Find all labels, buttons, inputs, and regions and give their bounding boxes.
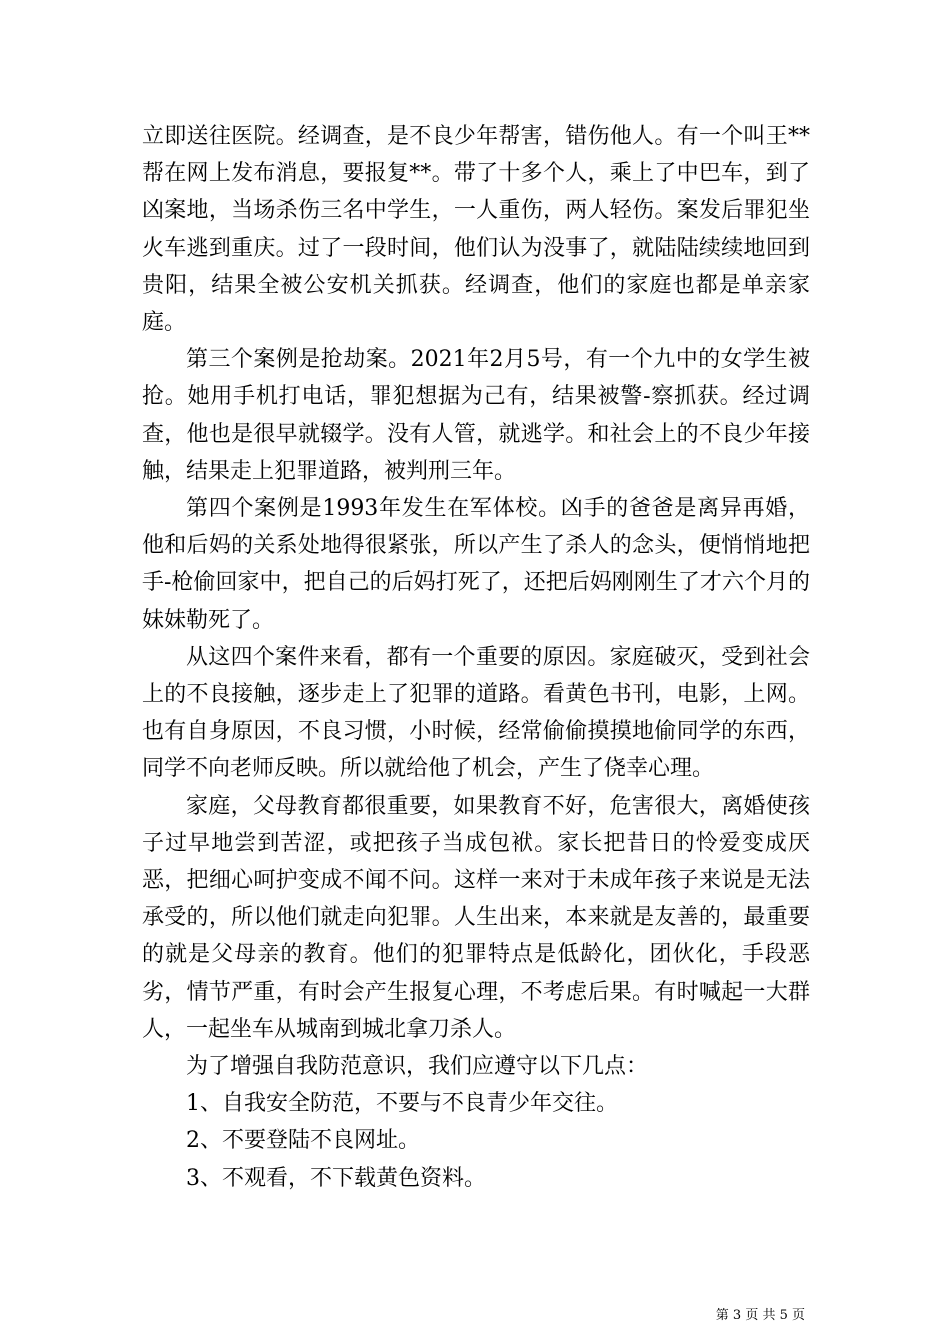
paragraph-case-four: 第四个案例是1993年发生在军体校。凶手的爸爸是离异再婚，他和后妈的关系处地得很紧张，所以产生了杀人的念头，便悄悄地把手-枪偷回家中，把自己的后妈打死了，还把后妈刚刚生了才六个月的妹妹勒死了。 [142,496,810,633]
list-item-precaution-1: 1、自我安全防范，不要与不良青少年交往。 [186,1091,618,1117]
document-body [142,118,810,1197]
page-number-footer: 第 3 页 共 5 页 [715,1308,805,1323]
paragraph-family-education: 家庭，父母教育都很重要，如果教育不好，危害很大，离婚使孩子过早地尝到苦涩，或把孩子当成包袱。家长把昔日的怜爱变成厌恶，把细心呵护变成不闻不问。这样一来对于未成年孩子来说是无法承受的，所以他们就走向犯罪。人生出来，本来就是友善的，最重要的就是父母亲的教育。他们的犯罪特点是低龄化，团伙化，手段恶劣，情节严重，有时会产生报复心理，不考虑后果。有时喊起一大群人，一起坐车从城南到城北拿刀杀人。 [142,793,810,1042]
paragraph-precautions-intro: 为了增强自我防范意识，我们应遵守以下几点： [186,1054,649,1080]
paragraph-analysis: 从这四个案件来看，都有一个重要的原因。家庭破灭，受到社会上的不良接触，逐步走上了犯罪的道路。看黄色书刊，电影，上网。也有自身原因，不良习惯，小时候，经常偷偷摸摸地偷同学的东西，同学不向老师反映。所以就给他了机会，产生了侥幸心理。 [142,644,810,782]
list-item-precaution-3: 3、不观看，不下载黄色资料。 [186,1165,486,1191]
list-item-precaution-2: 2、不要登陆不良网址。 [186,1128,420,1154]
paragraph-case-two-continued: 立即送往医院。经调查，是不良少年帮害，错伤他人。有一个叫王**帮在网上发布消息，要报复**。带了十多个人，乘上了中巴车，到了凶案地，当场杀伤三名中学生，一人重伤，两人轻伤。案发后罪犯坐火车逃到重庆。过了一段时间，他们认为没事了，就陆陆续续地回到贵阳，结果全被公安机关抓获。经调查，他们的家庭也都是单亲家庭。 [142,124,810,336]
paragraph-case-three: 第三个案例是抢劫案。2021年2月5号，有一个九中的女学生被抢。她用手机打电话，罪犯想据为己有，结果被警-察抓获。经过调查，他也是很早就辍学。没有人管，就逃学。和社会上的不良少年接触，结果走上犯罪道路，被判刑三年。 [142,347,810,484]
